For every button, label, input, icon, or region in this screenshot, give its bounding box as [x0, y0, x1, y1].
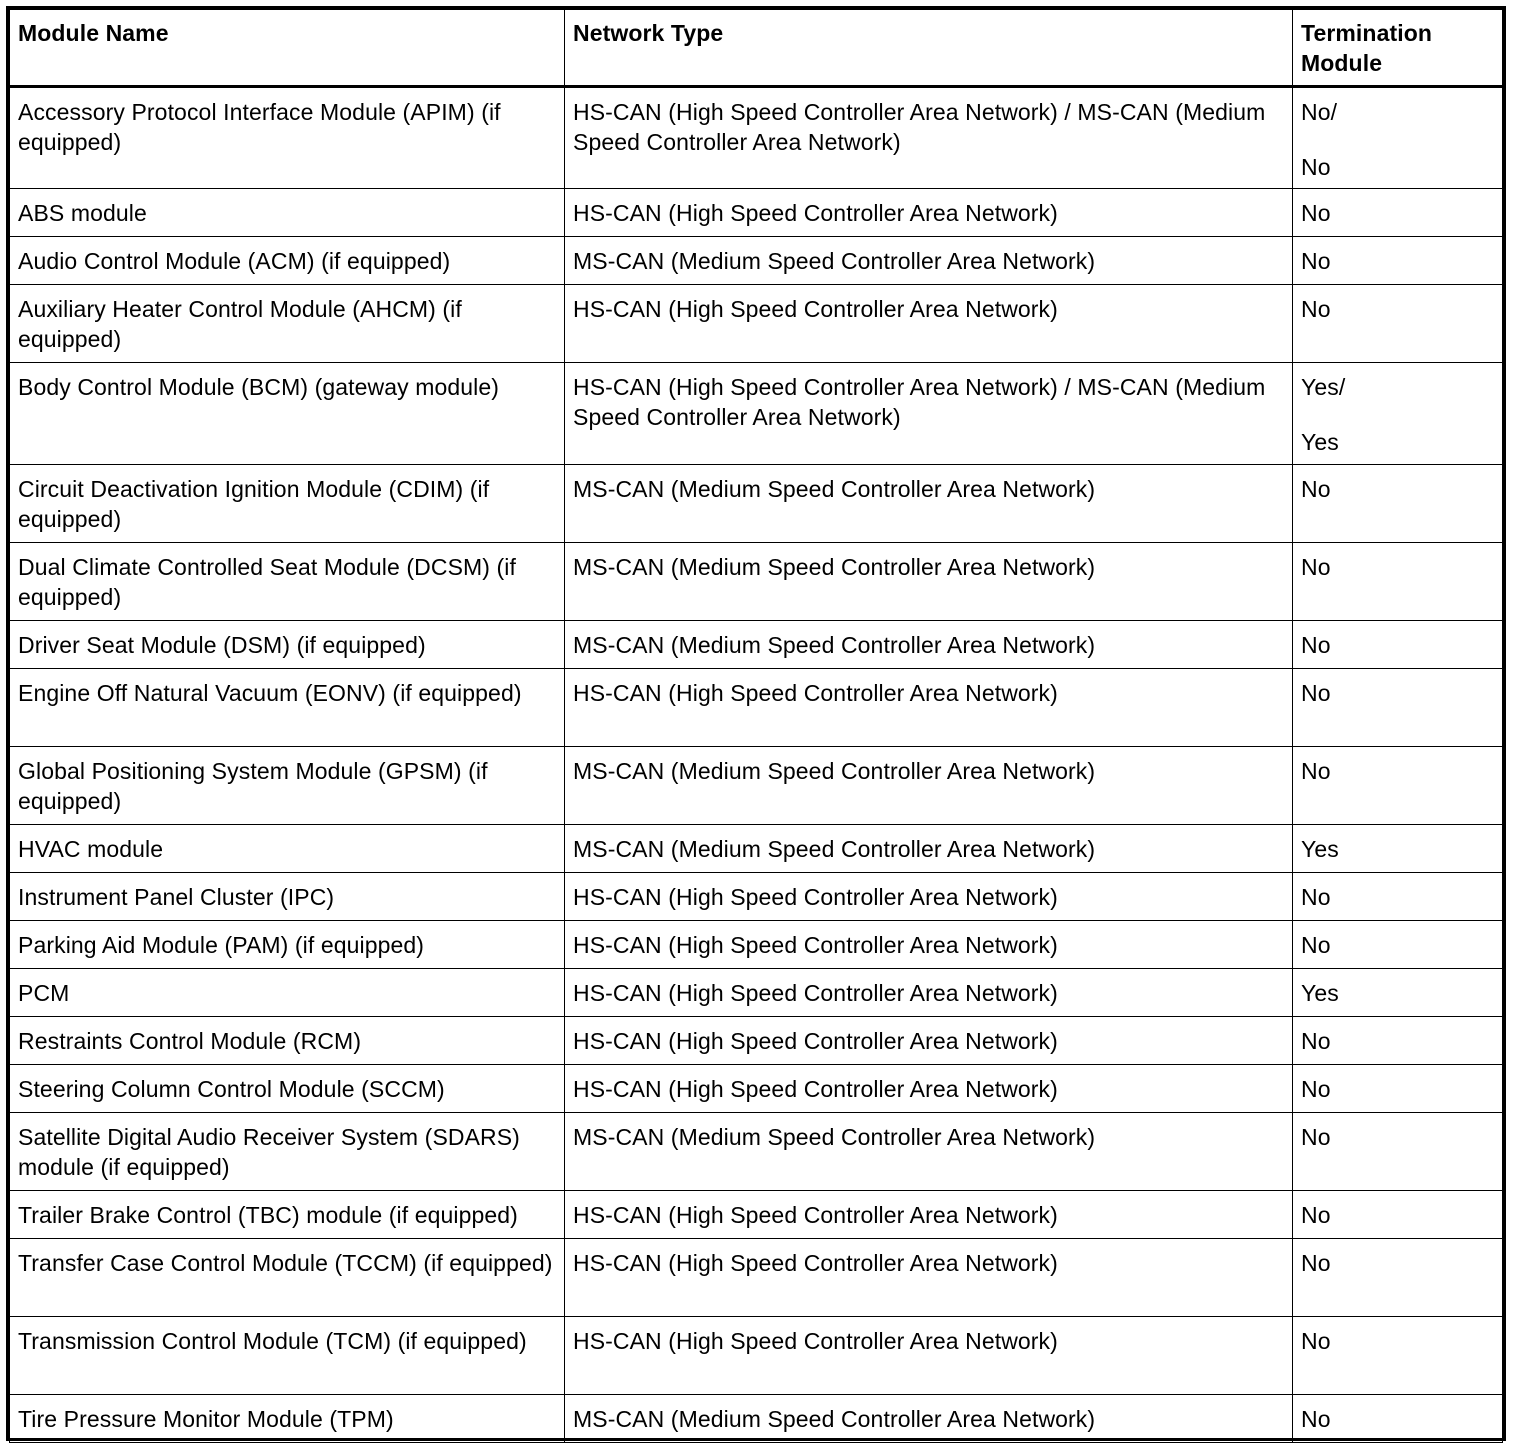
termination-value-second: Yes: [1301, 429, 1339, 455]
table-row: [10, 87, 1503, 189]
cell-network-type: HS-CAN (High Speed Controller Area Network): [565, 921, 1293, 969]
cell-termination: No: [1293, 921, 1503, 969]
cell-termination: No: [1293, 465, 1503, 543]
table-row: [10, 1017, 1503, 1065]
cell-network-type: HS-CAN (High Speed Controller Area Network) / MS-CAN (Medium Speed Controller Area Network): [565, 87, 1293, 189]
cell-module-name: Dual Climate Controlled Seat Module (DCSM) (if equipped): [10, 543, 565, 621]
table-row: [10, 621, 1503, 669]
cell-module-name: Instrument Panel Cluster (IPC): [10, 873, 565, 921]
cell-network-type: HS-CAN (High Speed Controller Area Network): [565, 1017, 1293, 1065]
cell-network-type: HS-CAN (High Speed Controller Area Network) / MS-CAN (Medium Speed Controller Area Network): [565, 363, 1293, 465]
cell-network-type: HS-CAN (High Speed Controller Area Network): [565, 669, 1293, 747]
cell-module-name: Restraints Control Module (RCM): [10, 1017, 565, 1065]
termination-value: Yes/: [1301, 374, 1346, 400]
cell-network-type: MS-CAN (Medium Speed Controller Area Network): [565, 747, 1293, 825]
cell-module-name: Body Control Module (BCM) (gateway module): [10, 363, 565, 465]
cell-module-name: ABS module: [10, 189, 565, 237]
table-row: [10, 1113, 1503, 1191]
table-row: [10, 825, 1503, 873]
cell-module-name: Engine Off Natural Vacuum (EONV) (if equipped): [10, 669, 565, 747]
cell-network-type: MS-CAN (Medium Speed Controller Area Network): [565, 543, 1293, 621]
cell-module-name: HVAC module: [10, 825, 565, 873]
cell-network-type: HS-CAN (High Speed Controller Area Network): [565, 1065, 1293, 1113]
cell-termination: No: [1293, 1191, 1503, 1239]
cell-network-type: HS-CAN (High Speed Controller Area Network): [565, 1239, 1293, 1317]
cell-termination: No: [1293, 1395, 1503, 1443]
cell-module-name: Trailer Brake Control (TBC) module (if equipped): [10, 1191, 565, 1239]
cell-module-name: Tire Pressure Monitor Module (TPM): [10, 1395, 565, 1443]
header-network-type: Network Type: [565, 10, 1293, 87]
header-termination-module: Termination Module: [1293, 10, 1503, 87]
table-row: [10, 237, 1503, 285]
cell-module-name: Driver Seat Module (DSM) (if equipped): [10, 621, 565, 669]
cell-termination: No: [1293, 1017, 1503, 1065]
header-module-name: Module Name: [10, 10, 565, 87]
cell-termination: No: [1293, 747, 1503, 825]
table-row: [10, 921, 1503, 969]
table-row: [10, 969, 1503, 1017]
cell-termination: No: [1293, 621, 1503, 669]
cell-network-type: MS-CAN (Medium Speed Controller Area Network): [565, 237, 1293, 285]
cell-termination: No: [1293, 669, 1503, 747]
table-row: [10, 465, 1503, 543]
cell-module-name: Parking Aid Module (PAM) (if equipped): [10, 921, 565, 969]
cell-termination: No: [1293, 1065, 1503, 1113]
cell-module-name: Accessory Protocol Interface Module (APIM) (if equipped): [10, 87, 565, 189]
table-row: [10, 747, 1503, 825]
termination-value: No/: [1301, 99, 1338, 125]
cell-termination: No: [1293, 543, 1503, 621]
cell-termination: No: [1293, 189, 1503, 237]
cell-network-type: HS-CAN (High Speed Controller Area Network): [565, 969, 1293, 1017]
table-row: [10, 285, 1503, 363]
cell-termination: No: [1293, 1239, 1503, 1317]
cell-module-name: Auxiliary Heater Control Module (AHCM) (if equipped): [10, 285, 565, 363]
table-header-row: [10, 10, 1503, 87]
table-row: [10, 669, 1503, 747]
table-row: [10, 189, 1503, 237]
cell-network-type: HS-CAN (High Speed Controller Area Network): [565, 1191, 1293, 1239]
cell-module-name: Satellite Digital Audio Receiver System (SDARS) module (if equipped): [10, 1113, 565, 1191]
cell-module-name: Transmission Control Module (TCM) (if equipped): [10, 1317, 565, 1395]
cell-termination: No: [1293, 1317, 1503, 1395]
cell-network-type: HS-CAN (High Speed Controller Area Network): [565, 873, 1293, 921]
cell-termination: No: [1293, 237, 1503, 285]
table-row: [10, 1065, 1503, 1113]
cell-module-name: Audio Control Module (ACM) (if equipped): [10, 237, 565, 285]
cell-module-name: Transfer Case Control Module (TCCM) (if equipped): [10, 1239, 565, 1317]
module-network-table-container: [6, 6, 1506, 1441]
table-row: [10, 1239, 1503, 1317]
cell-termination: Yes: [1293, 969, 1503, 1017]
cell-module-name: Global Positioning System Module (GPSM) (if equipped): [10, 747, 565, 825]
cell-termination: Yes: [1293, 825, 1503, 873]
cell-network-type: MS-CAN (Medium Speed Controller Area Network): [565, 621, 1293, 669]
table-row: [10, 1191, 1503, 1239]
cell-module-name: Steering Column Control Module (SCCM): [10, 1065, 565, 1113]
table-row: [10, 543, 1503, 621]
cell-termination: [1293, 363, 1503, 465]
cell-network-type: MS-CAN (Medium Speed Controller Area Network): [565, 1113, 1293, 1191]
cell-network-type: MS-CAN (Medium Speed Controller Area Network): [565, 825, 1293, 873]
cell-network-type: HS-CAN (High Speed Controller Area Network): [565, 189, 1293, 237]
cell-termination: No: [1293, 285, 1503, 363]
cell-network-type: HS-CAN (High Speed Controller Area Network): [565, 285, 1293, 363]
table-row: [10, 1395, 1503, 1443]
cell-termination: No: [1293, 873, 1503, 921]
module-network-table: [9, 9, 1503, 1443]
cell-network-type: MS-CAN (Medium Speed Controller Area Network): [565, 1395, 1293, 1443]
termination-value-second: No: [1301, 154, 1331, 180]
table-row: [10, 363, 1503, 465]
cell-termination: [1293, 87, 1503, 189]
table-row: [10, 873, 1503, 921]
cell-network-type: HS-CAN (High Speed Controller Area Network): [565, 1317, 1293, 1395]
table-row: [10, 1317, 1503, 1395]
cell-network-type: MS-CAN (Medium Speed Controller Area Network): [565, 465, 1293, 543]
cell-module-name: Circuit Deactivation Ignition Module (CDIM) (if equipped): [10, 465, 565, 543]
cell-termination: No: [1293, 1113, 1503, 1191]
cell-module-name: PCM: [10, 969, 565, 1017]
